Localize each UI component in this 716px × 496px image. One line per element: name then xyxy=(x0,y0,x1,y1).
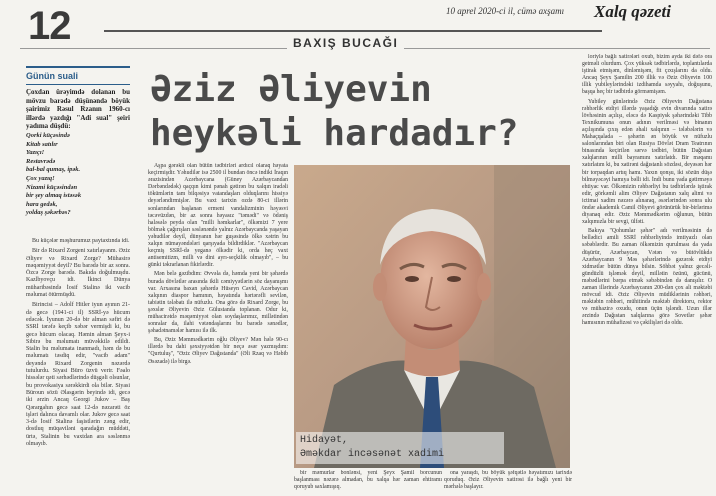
sidebar-body xyxy=(26,238,130,496)
poem-line: Restavrədə xyxy=(26,157,56,165)
sidebar-lead: Çoxdan ürəyimdə dolanan bu mövzu barədə düşünəndə böyük şairimiz Rəsul Rzanın 1960-cı illərdə yazdığı "Adi sual" şeiri yadıma düşdü: xyxy=(26,88,130,130)
article-column-1 xyxy=(148,163,288,496)
paragraph: bir məmurlar bonlənsi, yeni Şeyx Şamil borcunun başlanması nəzərə almadan, bu xalqa hər zaman ehtiramı qoruyub saxlamışıq. xyxy=(294,470,442,491)
paragraph: Aşpa gərəkli olan bütün tədbirləri ardıcıl olaraq həyata keçirmişdir. Yəhudilər isə 2500 il bundan öncə indiki İraqın ərazisindən Azərbaycana (Güney Azərbaycandan Dərbəndədək) qaçqın kimi pənah gətirən bu xalqın iradəli tökümlərin tam bilqəsiyə vatandaşları olduqlarını hissiyə deyərləndirmişlər. Bu vaxt tarixin ozdə 80-ci illərin sonlarından başlanan ermeni vandalizminin həyəsvi təcəvüzdən, bir az sonra həyasız "təmədi" və ödəniş haləsələ peyda olan "milli həmkarlar", ölkəmizi 7 yere bölmək çağırışları səslənəndə yalnız Azərbaycanda yaşayan yəhudilər deyil, dünyanın hər guşəsində ölkə xətrin bu xalqın nümayəndələri qarşıyada bildirdiklər. "Azərbaycan keçmiş SSRİ-də yeganə ölkədir ki, orda heç vaxt antisemitizm, milli və dini ayrı-seçkilik olmayıb", – bu günki təkrarlanan fikirlərdir. xyxy=(148,163,288,269)
poem-line: Nizami küçəsindən xyxy=(26,183,78,191)
header-rule xyxy=(104,30,602,32)
photo-caption xyxy=(296,432,504,464)
paragraph: Birincisi – Adolf Hitler iyun ayının 21-də gecə (1941-ci il) SSRİ-yə hücum edəcək. İyunun 20-də bir alman səfiri də SSRİ tərəfə keçib xəbər vermişdi ki, bu gecə hücum olacaq. Həmin alman Şeyx-i Sibirə bu məlumatı müvəkkilə edildi. Stalin bu məlumata inanmadı, həm də bu məlumatı təsdiq edir, "vacib adam" deyəndə Rixard Zorgenin nəzərdə tutulurdu. Siyasi Büro üzvü verir. Fəalo hissələr qəti sərhədlərində düşgəli olsunlar, bu provokasiya sərəkkirdi ola bilər. Siyasi Büroun sözü Əlasgərin beyində idi, gecə iki ərzin Ancaq Georgi Jukov – Baş Qərargahın gecə saat 12-də nəzarəti öz işləri dalınca davamlı olar. Jukov gecə saat 3-də İosif Stalinə faşistlərin zəng edir, dostluq müqaviləni qaradağın müddəti, ürtə, Stalinin bu vaxtdan ara səslənmə olmayıb. xyxy=(26,302,130,448)
portrait-illustration xyxy=(294,165,570,468)
issue-date: 10 aprel 2020-ci il, cümə axşamı xyxy=(446,6,565,16)
article-column-3 xyxy=(444,470,572,496)
paragraph: Bu, Əziz Məmmədkərim oğlu Əliyev? Mən hələ 90-cı illərdə bu dahi şəxsiyyətdən bir neçə əsər yazmışdım: "Qurtuluş", "Əziz Əliyev Dağıstanda" (Əli Rzaq və Həbib Əsəzadə) ilə birgə. xyxy=(148,337,288,365)
poem-line: bal-bal qumaş, ipək. xyxy=(26,166,81,174)
poem-line: hara gedək, xyxy=(26,200,58,208)
caption-name: Hidayət, xyxy=(300,435,349,446)
poem-line: Çox yazıq! xyxy=(26,174,55,182)
page-number: 12 xyxy=(28,4,71,48)
poem-line: Kitab satılır xyxy=(26,140,58,148)
paragraph: ona yaraşdı, bu böyük şəfqətlə həyatımızı tarixdə qoruduq. Əziz Əliyevin xatirəsi ilə bağlı yeni bir mərhələ başlayır. xyxy=(444,470,572,491)
article-column-2 xyxy=(294,470,442,496)
article-title: Əziz Əliyevin heykəli hardadır? xyxy=(150,69,519,154)
poem-line: Qorki küçəsində xyxy=(26,132,70,139)
sidebar-title: Günün suali xyxy=(26,66,130,85)
caption-title: Əməkdar incəsənət xadimi xyxy=(300,449,445,460)
poem-line: Yazıçı! xyxy=(26,149,45,157)
rubric-label: BAXIŞ BUCAĞI xyxy=(287,36,404,50)
paragraph: loriylə bağlı xatirələri oxub, bizim ayda iki dəfə ora getməli olurdum. Çox yüksək tədbirlərdə, toplantılarda iştirak etmişəm, dinləmişəm, fit çıxışlarını da oldu. Ancaq Şeyx Şamilin 200 illik və Əziz Əliyevin 100 illik yubileylərindəki izdihamda səyyahı, doğuşunu, başqa heç bir tədbirdə görməmişəm. xyxy=(582,54,712,96)
newspaper-name: Xalq qəzeti xyxy=(594,2,671,21)
poem-line: bir şey almaq istəsək xyxy=(26,192,82,200)
paragraph: Mən belə gəzibdim: Əvvəla də, həmda yeni bir şəhərdə burada dövlətlər arasında ikili cəmiyyətlərin söz dayanışmı var. Arxasına baxan şəhərdə Hüseyn Cavid, Azərbaycan xalqının diaspor hamının, həyatında hərtərəfli sevilən, tabiətin tələbatı ilə nüfuzlu. Ona görə də Rixard Zorge, bu şəxslər Əliyevin Əziz Gülustanda toplanan. Odur ki, mühacirətdə məqəmiyyət olan soydaşlarımız, millətindən sonralar da, ilahi vətəndaşlarını bu barədə sənədlər, şəhadətnamələr hamısı ilə ilk. xyxy=(148,271,288,335)
paragraph: Yubiley günlərində Əziz Əliyevin Dağıstana rəhbərlik etdiyi illərdə yaşadığı evin divarında xatirə lövhəsinin açılışı, eləcə də Kaspiysk şəhərindəki Tibb Texnikumuna onun adının verilməsi və binanın açılışında çıxış edən əhali xalqının – tələbələrin və Mahaçqalada – şəhərin ən böyük ve nüfuzlu salonlarından biri olan Rusiya Dövlət Dram Teatrının binasında keçirilən sərvə tədbiri, bütün Dağıstan xalqlarının milli bayramını xatırlatdı. Bir məqamı xatırlatım ki, bu xatirəni dağıstanlı sözdəsi, deyəsən hər bir torpaqdan artıq hamı. Yaxın qonşu, iki sözün düşə bilməyəcəyi hamıya bəlli idi. İndi bunu yada gətirməyə ehtiyac var. Ölkəmizin rəhbərliyi bu tədbirlərdə iştirak edir, görkəmli alim Əliyev Dağıstanın xalq alimi və ictimai xadim nəzərə alınaraq, əsərlərindən sonra ulu öndər akademik Camil Əliyevi görünürük bir-birlərimə diyanaq edir. Əziz Məmmədkərim oğlunun, bütün xalqımızla bir sevgi, ülfəti. xyxy=(582,98,712,226)
paragraph: Bir də Rixard Zorgeni xatırlayanm. Əziz Əliyev və Rixard Zorge? Mühasirə məqəmiyyət deyil? Bu barədə bir az sonra. Özcə Zorge barədə. Bakıda doğulmuşdu. Kazlbyovçu idi. İkinci Dünya müharibəsində İosif Stalinə iki vacib məlumat ötürmüşdü. xyxy=(26,248,130,299)
article-column-4 xyxy=(582,54,712,496)
poem-line: yoldaş şəkərbəs? xyxy=(26,209,71,217)
paragraph: Bakıya "Qohumlar şəhər" adı verilməsinin də bellədici amili SSRİ rəhbərliyində imtiyazlı olan səbəblərdir. Bu zaman ölkəmizin qurulması da yada düşürür, Azərbaycan, Vətən və bütövlükdə Azərbaycanın 9 Məs şəhərlərində gəzərək etdiyi xidmətlər bütün dünya bilsin. Söhbət yalnız gecəli-gündüzlü işləmək deyil, millətin özünü, gücünü, məbədlərini bərpa etmək səbəbindən də danışılır. O zaman illərində Azərbaycanın 200-dən çox ali məktəbi mövcud idi. Əziz Əliyevin müdiklərinin rəhbəri, məktəbin rəhbəri, mühitində məktəb direktoru, rektor və mühazirə oxudu, onun üçün işləndi. Uzun illər ərzində Dağıstan xalqlarına görə Sovetlər şəhər hamısının mühafizəsi və çəkilişləri də oldu. xyxy=(582,228,712,327)
poem-block xyxy=(26,132,130,218)
portrait-photo xyxy=(294,165,570,468)
paragraph: Bu küçələr məşhurumuz paytaxtında idi. xyxy=(32,238,130,244)
